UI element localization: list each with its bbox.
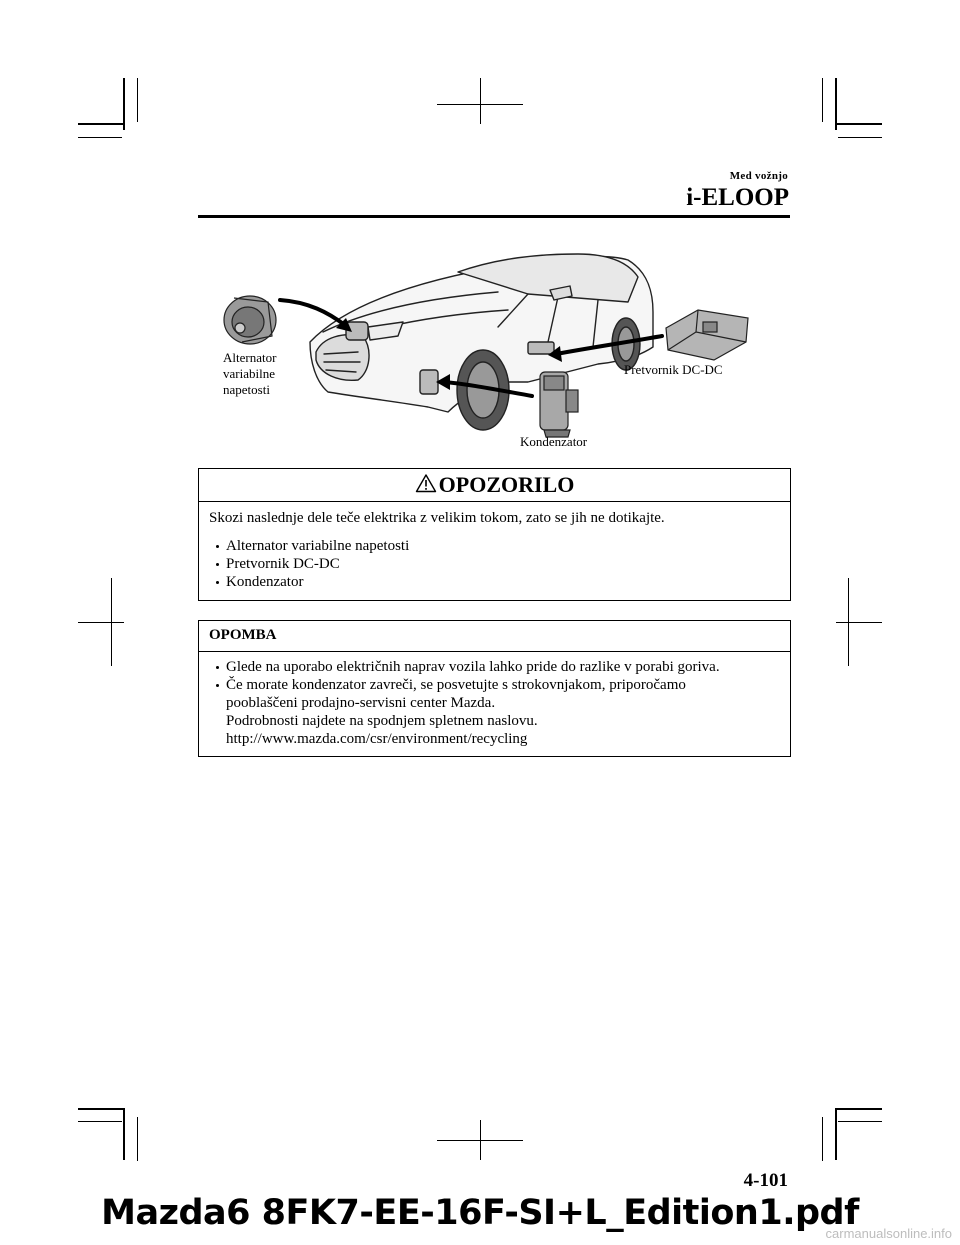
watermark: carmanualsonline.info (825, 1226, 952, 1241)
warning-triangle-icon (415, 473, 437, 498)
note-text-line: pooblaščeni prodajno-servisni center Mazda. (226, 695, 496, 711)
vehicle-illustration (198, 232, 790, 460)
page-number: 4-101 (743, 1170, 788, 1191)
recycling-url: http://www.mazda.com/csr/environment/recycling (226, 731, 528, 747)
label-dc-dc-converter: Pretvornik DC-DC (624, 362, 723, 377)
note-text-line: Podrobnosti najdete na spodnjem spletnem naslovu. (226, 713, 538, 729)
document-filename: Mazda6 8FK7-EE-16F-SI+L_Edition1.pdf (101, 1193, 859, 1233)
warning-header (199, 469, 790, 502)
warning-title: OPOZORILO (438, 472, 575, 497)
car-diagram (198, 232, 790, 460)
header-divider (198, 215, 790, 218)
section-heading: Med vožnjo (729, 170, 788, 182)
note-header (199, 621, 790, 652)
note-box: OPOMBA Glede na uporabo električnih naprav vozila lahko pride do razlike v porabi goriva. Če morate kondenzator zavreči, se posvetujte s strokovnjakom, priporočamo pooblaščeni prodajno-servisni center Mazda. Podrobnosti najdete na spodnjem spletnem naslovu. http://www.mazda.com/csr/environment/recycling (198, 620, 791, 757)
warning-box: OPOZORILO Skozi naslednje dele teče elektrika z velikim tokom, zato se jih ne dotikajte. Alternator variabilne napetosti Pretvornik DC-DC Kondenzator (198, 468, 791, 601)
label-alternator: Alternator variabilne napetosti (223, 350, 277, 397)
page-title: i-ELOOP (686, 184, 789, 211)
warning-intro: Skozi naslednje dele teče elektrika z velikim tokom, zato se jih ne dotikajte. (209, 510, 665, 526)
label-capacitor: Kondenzator (520, 434, 588, 449)
note-title: OPOMBA (209, 627, 277, 643)
